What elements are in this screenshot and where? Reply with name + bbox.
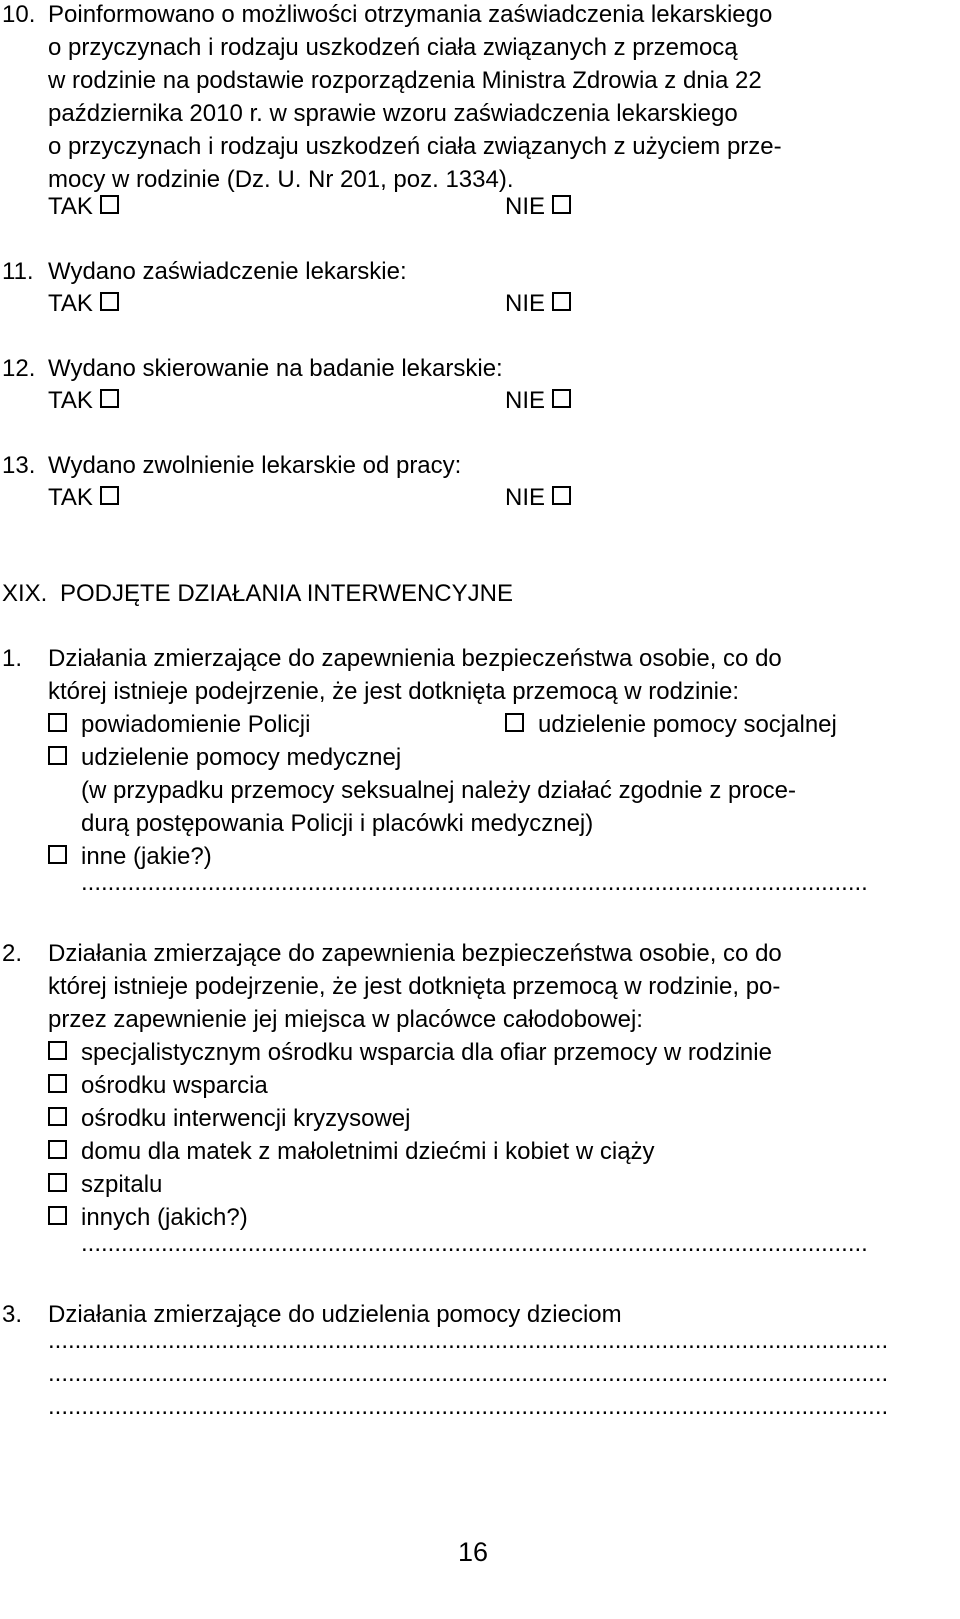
q13-yes-option[interactable] [48,481,119,514]
q13-no-option[interactable] [505,481,571,514]
s2-option-2-label: ośrodku wsparcia [81,1072,268,1099]
q13-no-checkbox[interactable] [552,486,571,505]
s1-option-medical[interactable] [48,741,401,774]
q13-number: 13. [2,452,36,479]
q10-no-label: NIE [505,193,546,220]
s2-option-3-checkbox[interactable] [48,1107,67,1126]
s2-option-specialist-center[interactable] [48,1036,772,1069]
s2-option-hospital[interactable] [48,1168,162,1201]
q11-no-option[interactable] [505,287,571,320]
s2-option-5-checkbox[interactable] [48,1173,67,1192]
s2-option-4-checkbox[interactable] [48,1140,67,1159]
s1-medical-checkbox[interactable] [48,746,67,765]
q12-yes-checkbox[interactable] [100,389,119,408]
q13-no-label: NIE [505,484,546,511]
s1-line-2: której istnieje podejrzenie, że jest dotknięta przemocą w rodzinie: [48,678,740,705]
s3-answer-line-3[interactable]: .............................................................................................................................. [48,1393,889,1420]
s1-social-checkbox[interactable] [505,713,524,732]
s2-option-2-checkbox[interactable] [48,1074,67,1093]
s2-line-1: Działania zmierzające do zapewnienia bezpieczeństwa osobie, co do [48,940,782,967]
q10-no-option[interactable] [505,190,571,223]
s1-note-line-1: (w przypadku przemocy seksualnej należy działać zgodnie z proce- [81,777,797,804]
q10-line-2: o przyczynach i rodzaju uszkodzeń ciała związanych z przemocą [48,34,738,61]
q12-yes-label: TAK [48,387,93,414]
q11-text: Wydano zaświadczenie lekarskie: [48,258,407,285]
q10-line-3: w rodzinie na podstawie rozporządzenia Ministra Zdrowia z dnia 22 [48,67,762,94]
q10-yes-option[interactable] [48,190,119,223]
s2-option-crisis-center[interactable] [48,1102,410,1135]
s2-option-1-checkbox[interactable] [48,1041,67,1060]
s2-other-answer-line[interactable]: ...................................................................................................................... [81,1230,868,1257]
s2-line-3: przez zapewnienie jej miejsca w placówce całodobowej: [48,1006,643,1033]
s1-police-label: powiadomienie Policji [81,711,311,738]
s2-line-2: której istnieje podejrzenie, że jest dotknięta przemocą w rodzinie, po- [48,973,781,1000]
s2-option-4-label: domu dla matek z małoletnimi dziećmi i kobiet w ciąży [81,1138,655,1165]
q11-no-checkbox[interactable] [552,292,571,311]
q10-line-6: mocy w rodzinie (Dz. U. Nr 201, poz. 1334). [48,166,514,193]
s1-note-line-2: durą postępowania Policji i placówki medycznej) [81,810,594,837]
section-title: PODJĘTE DZIAŁANIA INTERWENCYJNE [60,580,513,607]
s1-option-police[interactable] [48,708,310,741]
q10-yes-label: TAK [48,193,93,220]
q11-number: 11. [2,258,34,285]
q10-line-4: października 2010 r. w sprawie wzoru zaświadczenia lekarskiego [48,100,738,127]
q12-number: 12. [2,355,36,382]
q11-yes-option[interactable] [48,287,119,320]
q12-no-checkbox[interactable] [552,389,571,408]
s2-option-5-label: szpitalu [81,1171,163,1198]
q10-line-1: Poinformowano o możliwości otrzymania zaświadczenia lekarskiego [48,1,773,28]
q11-yes-label: TAK [48,290,93,317]
s1-police-checkbox[interactable] [48,713,67,732]
s2-option-6-checkbox[interactable] [48,1206,67,1225]
q10-no-checkbox[interactable] [552,195,571,214]
s1-other-checkbox[interactable] [48,845,67,864]
s1-other-label: inne (jakie?) [81,843,212,870]
q10-yes-checkbox[interactable] [100,195,119,214]
s3-answer-line-1[interactable]: .............................................................................................................................. [48,1327,889,1354]
q10-number: 10. [2,1,36,28]
q11-yes-checkbox[interactable] [100,292,119,311]
s1-number: 1. [2,645,23,672]
s1-line-1: Działania zmierzające do zapewnienia bezpieczeństwa osobie, co do [48,645,782,672]
s1-medical-label: udzielenie pomocy medycznej [81,744,402,771]
q12-yes-option[interactable] [48,384,119,417]
s2-option-1-label: specjalistycznym ośrodku wsparcia dla ofiar przemocy w rodzinie [81,1039,772,1066]
s1-social-label: udzielenie pomocy socjalnej [538,711,837,738]
q10-line-5: o przyczynach i rodzaju uszkodzeń ciała związanych z użyciem prze- [48,133,782,160]
s3-number: 3. [2,1301,23,1328]
q12-text: Wydano skierowanie na badanie lekarskie: [48,355,503,382]
q11-no-label: NIE [505,290,546,317]
s2-option-3-label: ośrodku interwencji kryzysowej [81,1105,411,1132]
q13-text: Wydano zwolnienie lekarskie od pracy: [48,452,462,479]
s2-number: 2. [2,940,23,967]
s3-answer-line-2[interactable]: .............................................................................................................................. [48,1360,889,1387]
s2-option-support-center[interactable] [48,1069,268,1102]
s1-other-answer-line[interactable]: ...................................................................................................................... [81,869,868,896]
s2-option-mothers-home[interactable] [48,1135,655,1168]
q12-no-label: NIE [505,387,546,414]
s1-option-social[interactable] [505,708,837,741]
page-number: 16 [457,1537,489,1567]
section-number: XIX. [2,580,48,607]
s2-option-6-label: innych (jakich?) [81,1204,248,1231]
q12-no-option[interactable] [505,384,571,417]
q13-yes-label: TAK [48,484,93,511]
q13-yes-checkbox[interactable] [100,486,119,505]
s3-text: Działania zmierzające do udzielenia pomocy dzieciom [48,1301,622,1328]
